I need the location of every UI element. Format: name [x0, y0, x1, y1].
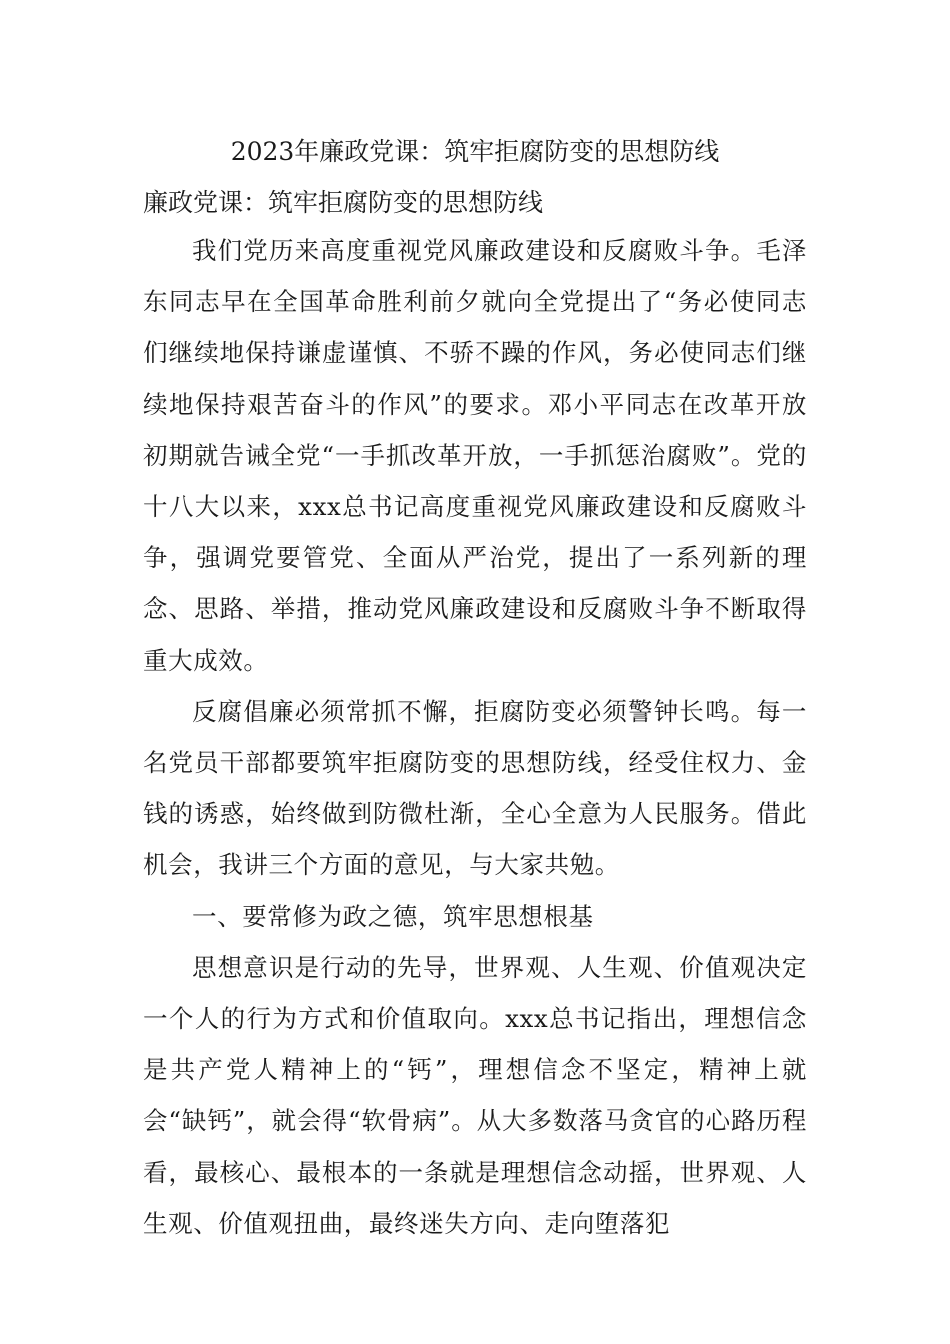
paragraph-anti-corruption: 反腐倡廉必须常抓不懈，拒腐防变必须警钟长鸣。每一名党员干部都要筑牢拒腐防变的思想防线，经受住权力、金钱的诱惑，始终做到防微杜渐，全心全意为人民服务。借此机会，我讲三个方面的意见，与大家共勉。 — [143, 696, 807, 880]
document-subtitle: 廉政党课：筑牢拒腐防变的思想防线 — [143, 188, 544, 217]
paragraph-ideology: 思想意识是行动的先导，世界观、人生观、价值观决定一个人的行为方式和价值取向。xxx总书记指出，理想信念是共产党人精神上的“钙”，理想信念不坚定，精神上就会“缺钙”，就会得“软骨病”。从大多数落马贪官的心路历程看，最核心、最根本的一条就是理想信念动摇，世界观、人生观、价值观扭曲，最终迷失方向、走向堕落犯 — [143, 952, 807, 1238]
paragraph-history: 我们党历来高度重视党风廉政建设和反腐败斗争。毛泽东同志早在全国革命胜利前夕就向全党提出了“务必使同志们继续地保持谦虚谨慎、不骄不躁的作风，务必使同志们继续地保持艰苦奋斗的作风”的要求。邓小平同志在改革开放初期就告诫全党“一手抓改革开放，一手抓惩治腐败”。党的十八大以来，xxx总书记高度重视党风廉政建设和反腐败斗争，强调党要管党、全面从严治党，提出了一系列新的理念、思路、举措，推动党风廉政建设和反腐败斗争不断取得重大成效。 — [143, 236, 807, 675]
section-heading-1: 一、要常修为政之德，筑牢思想根基 — [192, 901, 594, 931]
document-body — [143, 225, 807, 1249]
document-title: 2023年廉政党课：筑牢拒腐防变的思想防线 — [230, 137, 720, 166]
